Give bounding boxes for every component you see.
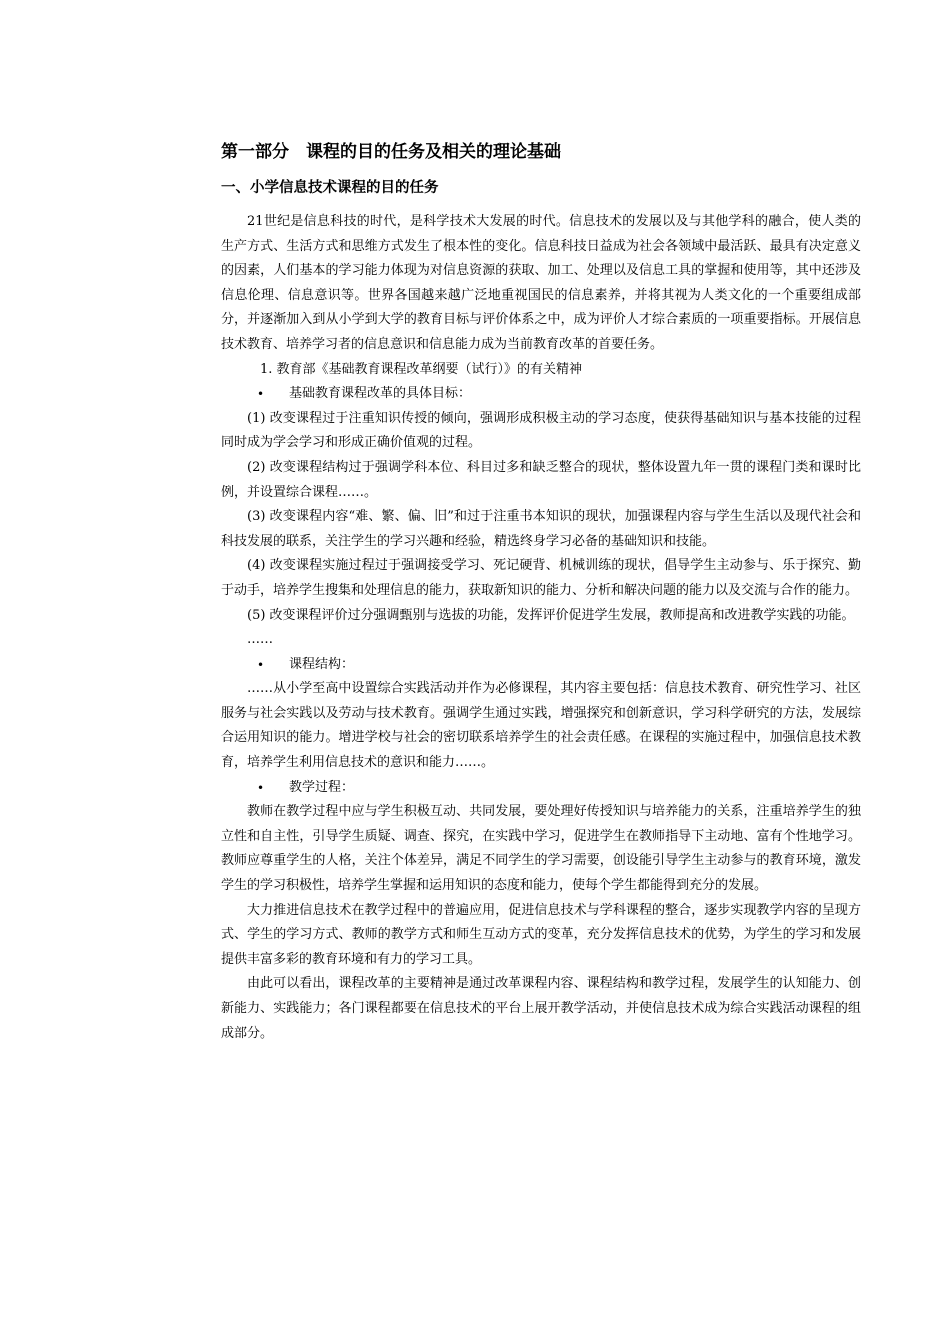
intro-paragraph: 21世纪是信息科技的时代，是科学技术大发展的时代。信息技术的发展以及与其他学科的融合，使人类的生产方式、生活方式和思维方式发生了根本性的变化。信息科技日益成为社会各领域中最活跃、最具有决定意义的因素，人们基本的学习能力体现为对信息资源的获取、加工、处理以及信息工具的掌握和使用等，其中还涉及信息伦理、信息意识等。世界各国越来越广泛地重视国民的信息素养，并将其视为人类文化的一个重要组成部分，并逐渐加入到从小学到大学的教育目标与评价体系之中，成为评价人才综合素质的一项重要指标。开展信息技术教育、培养学习者的信息意识和信息能力成为当前教育改革的首要任务。 xyxy=(221,214,861,352)
bullet-structure xyxy=(221,653,861,678)
conclusion-paragraph: 由此可以看出，课程改革的主要精神是通过改革课程内容、课程结构和教学过程，发展学生的认知能力、创新能力、实践能力；各门课程都要在信息技术的平台上展开教学活动，并使信息技术成为综合实践活动课程的组成部分。 xyxy=(221,976,861,1041)
goal-paragraph: (2) 改变课程结构过于强调学科本位、科目过多和缺乏整合的现状，整体设置九年一贯的课程门类和课时比例，并设置综合课程……。 xyxy=(221,459,861,500)
ellipsis-line: …… xyxy=(247,632,273,648)
bullet-goals-label: 基础教育课程改革的具体目标： xyxy=(289,386,472,402)
goal-paragraph: (4) 改变课程实施过程过于强调接受学习、死记硬背、机械训练的现状，倡导学生主动参与、乐于探究、勤于动手，培养学生搜集和处理信息的能力，获取新知识的能力、分析和解决问题的能力以及交流与合作的能力。 xyxy=(221,558,861,598)
bullet-structure-label: 课程结构： xyxy=(289,656,355,672)
bullet-icon: • xyxy=(257,657,265,672)
goal-paragraph: (5) 改变课程评价过分强调甄别与选拔的功能，发挥评价促进学生发展，教师提高和改进教学实践的功能。 xyxy=(247,607,855,623)
promote-paragraph: 大力推进信息技术在教学过程中的普遍应用，促进信息技术与学科课程的整合，逐步实现教学内容的呈现方式、学生的学习方式、教师的教学方式和师生互动方式的变革，充分发挥信息技术的优势，为学生的学习和发展提供丰富多彩的教育环境和有力的学习工具。 xyxy=(221,902,861,967)
bullet-goals xyxy=(221,382,861,407)
goal-paragraph: (3) 改变课程内容“难、繁、偏、旧”和过于注重书本知识的现状，加强课程内容与学生生活以及现代社会和科技发展的联系，关注学生的学习兴趣和经验，精选终身学习必备的基础知识和技能。 xyxy=(221,509,861,549)
structure-paragraph: ……从小学至高中设置综合实践活动并作为必修课程，其内容主要包括：信息技术教育、研究性学习、社区服务与社会实践以及劳动与技术教育。强调学生通过实践，增强探究和创新意识，学习科学研究的方法，发展综合运用知识的能力。增进学校与社会的密切联系培养学生的社会责任感。在课程的实施过程中，加强信息技术教育，培养学生利用信息技术的意识和能力……。 xyxy=(221,681,861,771)
bullet-icon: • xyxy=(257,387,265,402)
bullet-process xyxy=(221,776,861,801)
bullet-icon: • xyxy=(257,780,265,795)
part-title: 第一部分 课程的目的任务及相关的理论基础 xyxy=(221,142,561,162)
process-paragraph: 教师在教学过程中应与学生积极互动、共同发展，要处理好传授知识与培养能力的关系，注重培养学生的独立性和自主性，引导学生质疑、调查、探究，在实践中学习，促进学生在教师指导下主动地、富有个性地学习。教师应尊重学生的人格，关注个体差异，满足不同学生的学习需要，创设能引导学生主动参与的教育环境，激发学生的学习积极性，培养学生掌握和运用知识的态度和能力，使每个学生都能得到充分的发展。 xyxy=(221,804,861,894)
item-1-heading: 1. 教育部《基础教育课程改革纲要（试行）》的有关精神 xyxy=(260,361,583,377)
document-page xyxy=(221,138,861,1046)
goal-paragraph: (1) 改变课程过于注重知识传授的倾向，强调形成积极主动的学习态度，使获得基础知识与基本技能的过程同时成为学会学习和形成正确价值观的过程。 xyxy=(221,410,861,451)
section-title: 一、小学信息技术课程的目的任务 xyxy=(221,180,439,196)
bullet-process-label: 教学过程： xyxy=(289,779,355,795)
